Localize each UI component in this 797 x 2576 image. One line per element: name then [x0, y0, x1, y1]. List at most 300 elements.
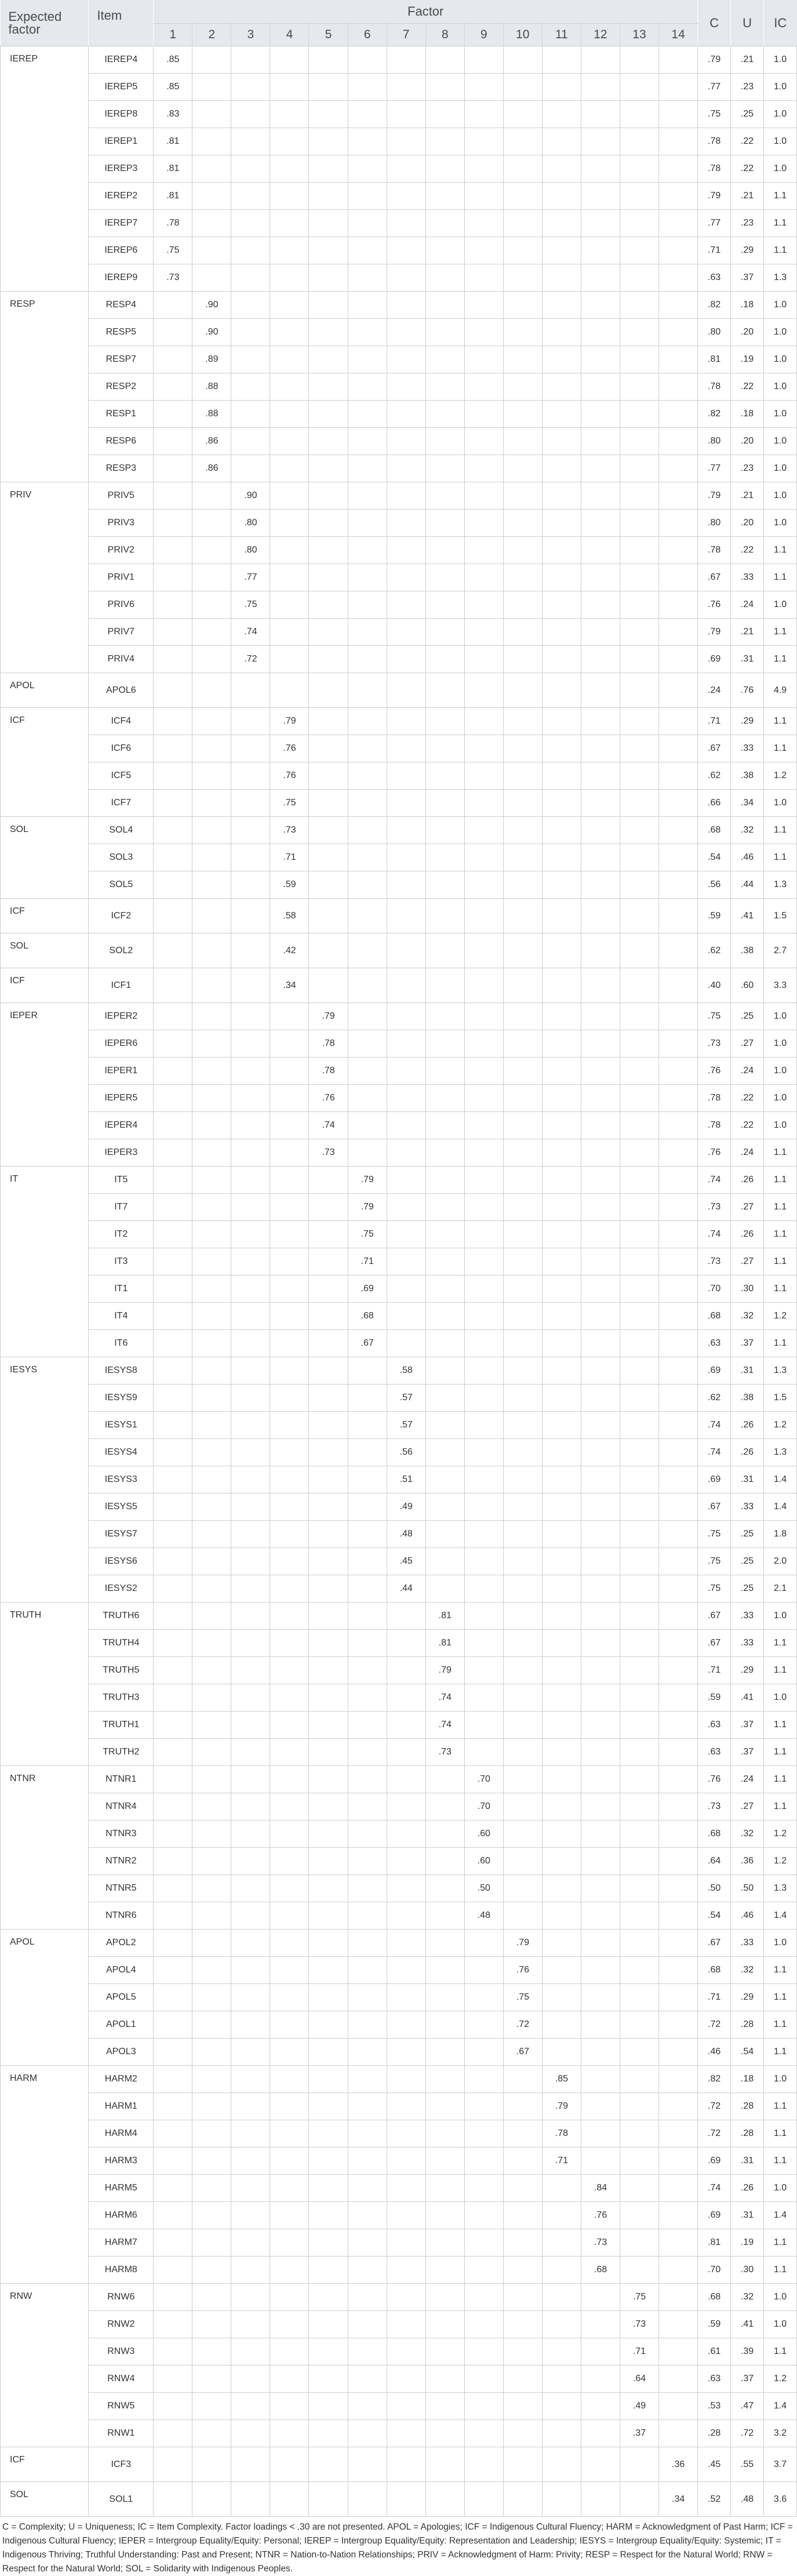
loading-cell-factor-13	[620, 564, 658, 591]
loading-cell-factor-1	[154, 428, 192, 455]
loading-cell-factor-11	[542, 1712, 581, 1739]
item-complexity-cell: 1.1	[763, 2120, 796, 2148]
loading-cell-factor-2	[192, 933, 231, 968]
loading-cell-factor-11	[542, 619, 581, 646]
loading-cell-factor-12	[581, 1684, 620, 1712]
loading-cell-factor-7: .58	[387, 1357, 425, 1385]
loading-cell-factor-4	[270, 1848, 309, 1875]
loading-cell-factor-1	[154, 1521, 192, 1548]
loading-cell-factor-8	[425, 1766, 464, 1793]
item-complexity-cell: 1.1	[763, 1793, 796, 1821]
table-row	[1, 1167, 797, 1194]
loading-cell-factor-1	[154, 292, 192, 319]
loading-cell-factor-4	[270, 2447, 309, 2482]
loading-cell-factor-10	[503, 1603, 542, 1630]
loading-cell-factor-1	[154, 1494, 192, 1521]
loading-cell-factor-11	[542, 1494, 581, 1521]
loading-cell-factor-2	[192, 1221, 231, 1248]
loading-cell-factor-4	[270, 1357, 309, 1385]
loading-cell-factor-2: .88	[192, 401, 231, 428]
item-cell: IT5	[89, 1167, 154, 1194]
item-complexity-cell: 1.4	[763, 1466, 796, 1494]
table-row	[1, 1902, 797, 1930]
loading-cell-factor-7	[387, 2175, 425, 2202]
loading-cell-factor-10	[503, 1003, 542, 1030]
loading-cell-factor-12	[581, 1521, 620, 1548]
loading-cell-factor-10	[503, 2366, 542, 2393]
loading-cell-factor-8	[425, 2284, 464, 2311]
loading-cell-factor-12	[581, 2120, 620, 2148]
loading-cell-factor-11	[542, 1221, 581, 1248]
loading-cell-factor-12	[581, 1303, 620, 1330]
loading-cell-factor-11	[542, 183, 581, 210]
loading-cell-factor-2	[192, 537, 231, 564]
loading-cell-factor-1	[154, 844, 192, 871]
loading-cell-factor-5	[309, 46, 348, 74]
loading-cell-factor-3	[231, 46, 270, 74]
complexity-cell: .53	[698, 2393, 731, 2420]
loading-cell-factor-12	[581, 1494, 620, 1521]
loading-cell-factor-6: .79	[348, 1194, 387, 1221]
loading-cell-factor-11	[542, 1085, 581, 1112]
complexity-cell: .63	[698, 1739, 731, 1766]
loading-cell-factor-13	[620, 1902, 658, 1930]
item-complexity-cell: 1.0	[763, 2284, 796, 2311]
loading-cell-factor-7	[387, 292, 425, 319]
item-complexity-cell: 1.0	[763, 455, 796, 482]
complexity-cell: .74	[698, 1221, 731, 1248]
table-row	[1, 1630, 797, 1657]
loading-cell-factor-6: .79	[348, 1167, 387, 1194]
loading-cell-factor-6	[348, 1984, 387, 2011]
uniqueness-cell: .29	[731, 1984, 764, 2011]
item-complexity-cell: 1.1	[763, 1167, 796, 1194]
table-row	[1, 1058, 797, 1085]
loading-cell-factor-8	[425, 1167, 464, 1194]
loading-cell-factor-4	[270, 673, 309, 708]
loading-cell-factor-2	[192, 646, 231, 673]
factor-number-header: 2	[192, 24, 231, 46]
table-row	[1, 1657, 797, 1684]
loading-cell-factor-1	[154, 346, 192, 373]
loading-cell-factor-3: .90	[231, 482, 270, 510]
loading-cell-factor-3	[231, 1630, 270, 1657]
loading-cell-factor-14	[659, 1739, 698, 1766]
loading-cell-factor-4	[270, 2257, 309, 2284]
complexity-cell: .78	[698, 537, 731, 564]
table-row	[1, 708, 797, 735]
loading-cell-factor-13	[620, 128, 658, 155]
loading-cell-factor-5	[309, 817, 348, 844]
expected-factor-cell: IEPER	[1, 1003, 89, 1167]
factor-number-header: 14	[659, 24, 698, 46]
loading-cell-factor-13	[620, 2202, 658, 2229]
loading-cell-factor-3	[231, 155, 270, 183]
loading-cell-factor-4	[270, 264, 309, 292]
complexity-cell: .69	[698, 2148, 731, 2175]
loading-cell-factor-11	[542, 2366, 581, 2393]
loading-cell-factor-13	[620, 591, 658, 619]
loading-cell-factor-6	[348, 1548, 387, 1575]
loading-cell-factor-14	[659, 1139, 698, 1167]
loading-cell-factor-7	[387, 2284, 425, 2311]
loading-cell-factor-12	[581, 319, 620, 346]
loading-cell-factor-3	[231, 2229, 270, 2257]
loading-cell-factor-8	[425, 1494, 464, 1521]
loading-cell-factor-12	[581, 1712, 620, 1739]
loading-cell-factor-12	[581, 1548, 620, 1575]
loading-cell-factor-11	[542, 1603, 581, 1630]
loading-cell-factor-12	[581, 292, 620, 319]
loading-cell-factor-13	[620, 155, 658, 183]
loading-cell-factor-8	[425, 1003, 464, 1030]
loading-cell-factor-10	[503, 183, 542, 210]
loading-cell-factor-2	[192, 1412, 231, 1439]
loading-cell-factor-13	[620, 1466, 658, 1494]
loading-cell-factor-14	[659, 1521, 698, 1548]
loading-cell-factor-7	[387, 673, 425, 708]
loading-cell-factor-7	[387, 1112, 425, 1139]
loading-cell-factor-2	[192, 1875, 231, 1902]
loading-cell-factor-11	[542, 968, 581, 1003]
loading-cell-factor-1	[154, 2066, 192, 2093]
loading-cell-factor-14	[659, 844, 698, 871]
loading-cell-factor-12	[581, 1357, 620, 1385]
item-cell: TRUTH6	[89, 1603, 154, 1630]
loading-cell-factor-1	[154, 564, 192, 591]
loading-cell-factor-7	[387, 1303, 425, 1330]
loading-cell-factor-5	[309, 1657, 348, 1684]
loading-cell-factor-8	[425, 1930, 464, 1957]
loading-cell-factor-3	[231, 401, 270, 428]
loading-cell-factor-8	[425, 2011, 464, 2039]
complexity-cell: .79	[698, 183, 731, 210]
table-row	[1, 2229, 797, 2257]
loading-cell-factor-8: .81	[425, 1630, 464, 1657]
loading-cell-factor-3	[231, 1412, 270, 1439]
loading-cell-factor-10: .79	[503, 1930, 542, 1957]
loading-cell-factor-6	[348, 155, 387, 183]
table-row	[1, 2066, 797, 2093]
loading-cell-factor-1	[154, 646, 192, 673]
loading-cell-factor-9	[464, 844, 503, 871]
loading-cell-factor-5	[309, 1930, 348, 1957]
loading-cell-factor-12	[581, 1902, 620, 1930]
loading-cell-factor-1: .85	[154, 74, 192, 101]
loading-cell-factor-4	[270, 646, 309, 673]
loading-cell-factor-1	[154, 1712, 192, 1739]
item-cell: RNW5	[89, 2393, 154, 2420]
loading-cell-factor-3	[231, 1058, 270, 1085]
loading-cell-factor-1	[154, 1902, 192, 1930]
loading-cell-factor-14	[659, 319, 698, 346]
loading-cell-factor-8	[425, 2257, 464, 2284]
loading-cell-factor-8	[425, 2175, 464, 2202]
loading-cell-factor-6	[348, 1603, 387, 1630]
loading-cell-factor-4	[270, 1548, 309, 1575]
loading-cell-factor-13	[620, 1385, 658, 1412]
loading-cell-factor-8	[425, 319, 464, 346]
table-row	[1, 564, 797, 591]
loading-cell-factor-5	[309, 1194, 348, 1221]
loading-cell-factor-9	[464, 1167, 503, 1194]
item-cell: RESP4	[89, 292, 154, 319]
loading-cell-factor-4	[270, 2066, 309, 2093]
complexity-cell: .56	[698, 871, 731, 899]
loading-cell-factor-5	[309, 1276, 348, 1303]
factor-number-header: 1	[154, 24, 192, 46]
loading-cell-factor-13	[620, 933, 658, 968]
loading-cell-factor-13	[620, 2120, 658, 2148]
complexity-cell: .75	[698, 1575, 731, 1603]
loading-cell-factor-9	[464, 1684, 503, 1712]
table-row	[1, 1739, 797, 1766]
loading-cell-factor-11	[542, 762, 581, 790]
table-row	[1, 1712, 797, 1739]
loading-cell-factor-7	[387, 1957, 425, 1984]
item-cell: IESYS7	[89, 1521, 154, 1548]
complexity-cell: .59	[698, 1684, 731, 1712]
loading-cell-factor-6	[348, 1085, 387, 1112]
loading-cell-factor-3	[231, 2284, 270, 2311]
item-cell: IEREP1	[89, 128, 154, 155]
uniqueness-cell: .31	[731, 1357, 764, 1385]
table-row	[1, 74, 797, 101]
loading-cell-factor-9	[464, 1139, 503, 1167]
loading-cell-factor-1	[154, 1984, 192, 2011]
loading-cell-factor-5	[309, 1330, 348, 1357]
loading-cell-factor-10	[503, 346, 542, 373]
loading-cell-factor-8	[425, 1276, 464, 1303]
loading-cell-factor-8	[425, 817, 464, 844]
loading-cell-factor-1	[154, 2093, 192, 2120]
table-row	[1, 1303, 797, 1330]
loading-cell-factor-5	[309, 2420, 348, 2447]
factor-number-header: 10	[503, 24, 542, 46]
loading-cell-factor-2	[192, 790, 231, 817]
loading-cell-factor-5	[309, 1412, 348, 1439]
loading-cell-factor-1	[154, 2311, 192, 2338]
loading-cell-factor-9	[464, 319, 503, 346]
factor-number-header: 9	[464, 24, 503, 46]
loading-cell-factor-13	[620, 1548, 658, 1575]
item-cell: SOL3	[89, 844, 154, 871]
table-row	[1, 2175, 797, 2202]
loading-cell-factor-10	[503, 1875, 542, 1902]
loading-cell-factor-2	[192, 510, 231, 537]
loading-cell-factor-2	[192, 1548, 231, 1575]
loading-cell-factor-12	[581, 1058, 620, 1085]
item-complexity-cell: 1.1	[763, 1630, 796, 1657]
loading-cell-factor-9	[464, 1984, 503, 2011]
loading-cell-factor-8	[425, 1112, 464, 1139]
loading-cell-factor-6	[348, 346, 387, 373]
loading-cell-factor-11	[542, 871, 581, 899]
loading-cell-factor-4	[270, 1303, 309, 1330]
loading-cell-factor-2	[192, 1657, 231, 1684]
item-complexity-cell: 1.5	[763, 899, 796, 933]
loading-cell-factor-5	[309, 1575, 348, 1603]
loading-cell-factor-1	[154, 1303, 192, 1330]
item-cell: ICF5	[89, 762, 154, 790]
loading-cell-factor-12	[581, 1603, 620, 1630]
loading-cell-factor-4	[270, 1930, 309, 1957]
item-complexity-cell: 4.9	[763, 673, 796, 708]
loading-cell-factor-9	[464, 673, 503, 708]
uniqueness-cell: .26	[731, 1439, 764, 1466]
loading-cell-factor-12	[581, 1439, 620, 1466]
item-cell: RNW3	[89, 2338, 154, 2366]
item-cell: TRUTH5	[89, 1657, 154, 1684]
loading-cell-factor-3	[231, 817, 270, 844]
complexity-cell: .79	[698, 46, 731, 74]
uniqueness-cell: .37	[731, 1712, 764, 1739]
loading-cell-factor-13	[620, 210, 658, 237]
loading-cell-factor-11: .79	[542, 2093, 581, 2120]
uniqueness-cell: .29	[731, 708, 764, 735]
table-row	[1, 155, 797, 183]
uniqueness-cell: .37	[731, 264, 764, 292]
item-cell: SOL1	[89, 2482, 154, 2517]
complexity-cell: .73	[698, 1194, 731, 1221]
item-complexity-cell: 1.3	[763, 1439, 796, 1466]
loading-cell-factor-9	[464, 2366, 503, 2393]
loading-cell-factor-6	[348, 1385, 387, 1412]
item-cell: SOL4	[89, 817, 154, 844]
loading-cell-factor-3	[231, 1984, 270, 2011]
item-cell: RNW1	[89, 2420, 154, 2447]
loading-cell-factor-1	[154, 2229, 192, 2257]
loading-cell-factor-10	[503, 46, 542, 74]
loading-cell-factor-4	[270, 1330, 309, 1357]
loading-cell-factor-13	[620, 2482, 658, 2517]
loading-cell-factor-14	[659, 264, 698, 292]
loading-cell-factor-1: .73	[154, 264, 192, 292]
table-row	[1, 735, 797, 762]
loading-cell-factor-6	[348, 482, 387, 510]
loading-cell-factor-2	[192, 1603, 231, 1630]
loading-cell-factor-4	[270, 2148, 309, 2175]
loading-cell-factor-9	[464, 155, 503, 183]
loading-cell-factor-4	[270, 183, 309, 210]
loading-cell-factor-12	[581, 1412, 620, 1439]
loading-cell-factor-7	[387, 264, 425, 292]
loading-cell-factor-2	[192, 1957, 231, 1984]
loading-cell-factor-4	[270, 455, 309, 482]
table-row	[1, 1385, 797, 1412]
item-complexity-cell: 1.0	[763, 1058, 796, 1085]
table-row	[1, 2284, 797, 2311]
uniqueness-cell: .31	[731, 1466, 764, 1494]
complexity-cell: .76	[698, 591, 731, 619]
item-cell: TRUTH3	[89, 1684, 154, 1712]
loading-cell-factor-3	[231, 673, 270, 708]
loading-cell-factor-13	[620, 1821, 658, 1848]
complexity-cell: .63	[698, 264, 731, 292]
item-cell: PRIV2	[89, 537, 154, 564]
loading-cell-factor-7	[387, 735, 425, 762]
loading-cell-factor-4	[270, 1003, 309, 1030]
item-complexity-cell: 1.0	[763, 155, 796, 183]
uniqueness-cell: .37	[731, 1330, 764, 1357]
loading-cell-factor-14	[659, 1575, 698, 1603]
loading-cell-factor-10	[503, 1276, 542, 1303]
uniqueness-cell: .39	[731, 2338, 764, 2366]
loading-cell-factor-7	[387, 1875, 425, 1902]
uniqueness-cell: .24	[731, 1139, 764, 1167]
loading-cell-factor-11	[542, 735, 581, 762]
item-complexity-cell: 1.1	[763, 1194, 796, 1221]
loading-cell-factor-10	[503, 1385, 542, 1412]
loading-cell-factor-11	[542, 708, 581, 735]
table-row	[1, 1248, 797, 1276]
complexity-cell: .24	[698, 673, 731, 708]
loading-cell-factor-14	[659, 346, 698, 373]
loading-cell-factor-10	[503, 1739, 542, 1766]
uniqueness-cell: .24	[731, 591, 764, 619]
loading-cell-factor-14	[659, 2148, 698, 2175]
loading-cell-factor-4	[270, 428, 309, 455]
loading-cell-factor-7	[387, 844, 425, 871]
loading-cell-factor-13	[620, 510, 658, 537]
table-row	[1, 933, 797, 968]
loading-cell-factor-14	[659, 899, 698, 933]
loading-cell-factor-8	[425, 2148, 464, 2175]
item-complexity-cell: 1.0	[763, 428, 796, 455]
loading-cell-factor-5	[309, 210, 348, 237]
loading-cell-factor-14	[659, 2229, 698, 2257]
loading-cell-factor-2	[192, 1030, 231, 1058]
loading-cell-factor-7: .57	[387, 1412, 425, 1439]
loading-cell-factor-7	[387, 1276, 425, 1303]
loading-cell-factor-10	[503, 1085, 542, 1112]
table-footnote: C = Complexity; U = Uniqueness; IC = Item Complexity. Factor loadings < .30 are not presented. APOL = Apologies; ICF = Indigenous Cultural Fluency; HARM = Acknowledgment of Past Harm; ICF = Indigenous Cultural Fluency; IEPER = Intergroup Equality/Equity: Personal; IEREP = Intergroup Equality/Equity: Representation and Leadership; IESYS = Intergroup Equality/Equity: Systemic; IT = Indigenous Thriving; Truthful Understanding: Past and Present; NTNR = Nation-to-Nation Relationships; PRIV = Acknowledgment of Harm: Privity; RESP = Respect for the Natural World; RNW = Respect for the Natural World; SOL = Solidarity with Indigenous Peoples.	[2, 2522, 793, 2574]
loading-cell-factor-5	[309, 2338, 348, 2366]
loading-cell-factor-3	[231, 319, 270, 346]
loading-cell-factor-12	[581, 2311, 620, 2338]
item-cell: IEPER3	[89, 1139, 154, 1167]
loading-cell-factor-8	[425, 428, 464, 455]
loading-cell-factor-14	[659, 968, 698, 1003]
loading-cell-factor-2: .86	[192, 428, 231, 455]
loading-cell-factor-8: .74	[425, 1684, 464, 1712]
loading-cell-factor-7	[387, 401, 425, 428]
loading-cell-factor-7	[387, 646, 425, 673]
complexity-cell: .82	[698, 2066, 731, 2093]
item-cell: IEPER6	[89, 1030, 154, 1058]
loading-cell-factor-9	[464, 2393, 503, 2420]
loading-cell-factor-6	[348, 1003, 387, 1030]
uniqueness-cell: .60	[731, 968, 764, 1003]
loading-cell-factor-12	[581, 2148, 620, 2175]
loading-cell-factor-6	[348, 128, 387, 155]
loading-cell-factor-3	[231, 1739, 270, 1766]
loading-cell-factor-11	[542, 455, 581, 482]
loading-cell-factor-14	[659, 762, 698, 790]
loading-cell-factor-3	[231, 1030, 270, 1058]
loading-cell-factor-6	[348, 1739, 387, 1766]
loading-cell-factor-5	[309, 74, 348, 101]
item-cell: PRIV4	[89, 646, 154, 673]
factor-number-header: 8	[425, 24, 464, 46]
loading-cell-factor-10	[503, 2120, 542, 2148]
loading-cell-factor-4	[270, 155, 309, 183]
loading-cell-factor-7	[387, 2393, 425, 2420]
loading-cell-factor-8	[425, 762, 464, 790]
loading-cell-factor-3	[231, 292, 270, 319]
complexity-cell: .62	[698, 1385, 731, 1412]
loading-cell-factor-2	[192, 482, 231, 510]
